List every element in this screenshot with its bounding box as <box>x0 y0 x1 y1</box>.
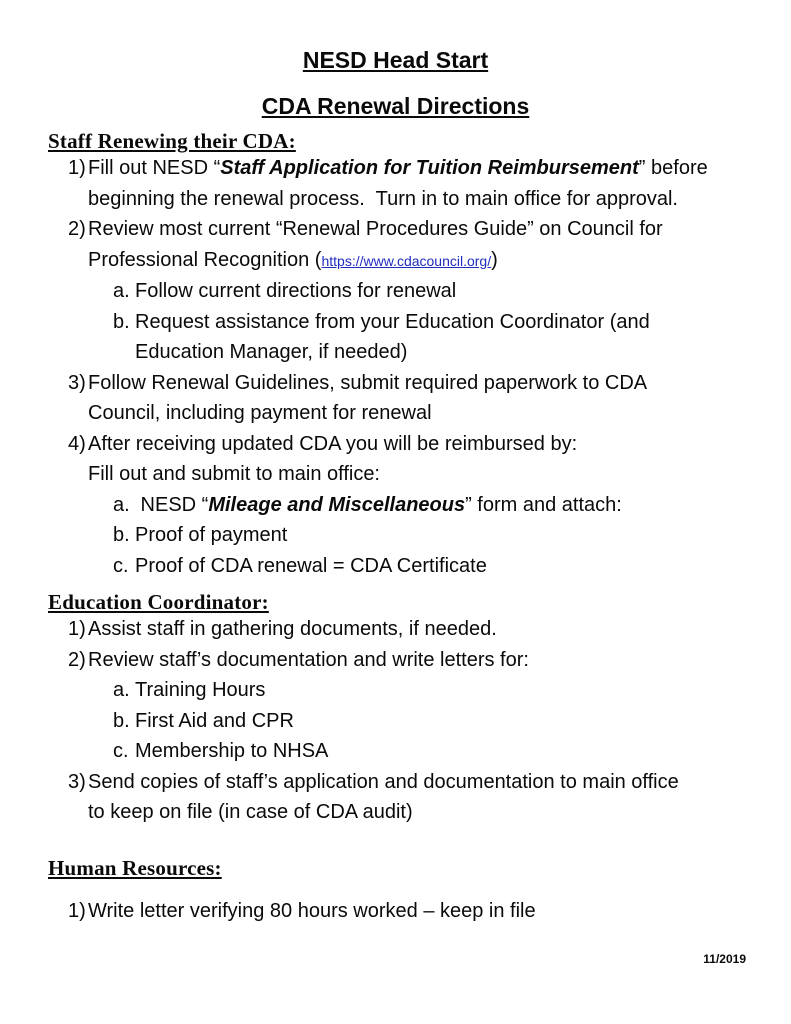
section-heading: Education Coordinator: <box>48 590 269 614</box>
text-run: ” form and attach: <box>465 493 622 516</box>
text-line <box>88 797 791 828</box>
text-run: beginning the renewal process. Turn in to main office for approval. <box>88 187 678 210</box>
text-line <box>135 307 791 338</box>
text-run: Fill out NESD “ <box>88 157 221 179</box>
list-marker: 3) <box>68 371 86 394</box>
text-run: Request assistance from your Education Coordinator (and <box>135 310 650 333</box>
text-run: First Aid and CPR <box>135 709 294 732</box>
list-item <box>68 645 791 676</box>
list-item <box>68 429 791 490</box>
text-run: Review most current “Renewal Procedures Guide” on Council for <box>88 218 663 240</box>
text-run: Professional Recognition ( <box>88 248 322 271</box>
list-marker: a. <box>113 679 130 701</box>
list-marker: a. <box>113 280 130 302</box>
text-line <box>135 490 791 521</box>
sub-list-item <box>113 551 791 582</box>
list-marker: b. <box>113 709 130 732</box>
cdacouncil-link[interactable]: https://www.cdacouncil.org/ <box>321 252 492 269</box>
text-line <box>135 675 791 706</box>
text-run: Follow Renewal Guidelines, submit required paperwork to CDA <box>88 371 648 394</box>
text-line <box>135 520 791 551</box>
sub-list-item <box>113 490 791 521</box>
list-marker: 1) <box>68 618 86 640</box>
text-run: NESD “ <box>135 493 209 516</box>
section-heading: Staff Renewing their CDA: <box>48 129 296 153</box>
text-line <box>88 153 791 184</box>
text-run: ) <box>491 248 498 271</box>
text-run: Education Manager, if needed) <box>135 341 408 363</box>
text-run: Proof of payment <box>135 524 288 546</box>
text-line <box>88 245 791 277</box>
emphasis-text: Mileage and Miscellaneous <box>208 493 466 516</box>
list-marker: b. <box>113 524 130 546</box>
text-line <box>88 368 791 399</box>
text-line <box>88 767 791 798</box>
text-run: Follow current directions for renewal <box>135 280 457 302</box>
text-line <box>88 398 791 429</box>
list-marker: 1) <box>68 157 86 179</box>
list-marker: 2) <box>68 648 86 671</box>
sub-list-item <box>113 307 791 368</box>
revision-date: 11/2019 <box>703 952 746 966</box>
sub-list-item <box>113 276 791 307</box>
text-line <box>135 736 791 767</box>
text-line <box>135 337 791 368</box>
sub-list-item <box>113 520 791 551</box>
list-item <box>68 214 791 276</box>
sub-list-item <box>113 675 791 706</box>
list-item <box>68 368 791 429</box>
text-run: Fill out and submit to main office: <box>88 463 380 485</box>
text-line <box>88 214 791 245</box>
text-run: Proof of CDA renewal = CDA Certificate <box>135 554 487 577</box>
text-run: Send copies of staff’s application and documentation to main office <box>88 770 679 793</box>
list-item <box>68 896 791 927</box>
text-line <box>135 276 791 307</box>
document-subtitle: CDA Renewal Directions <box>261 93 530 119</box>
list-marker: a. <box>113 493 130 516</box>
text-run: Assist staff in gathering documents, if needed. <box>88 618 497 640</box>
text-line <box>88 614 791 645</box>
text-line <box>88 429 791 460</box>
list-marker: 2) <box>68 218 86 240</box>
text-run: Training Hours <box>135 679 266 701</box>
text-run: Write letter verifying 80 hours worked – keep in file <box>88 899 536 922</box>
text-run: ” before <box>638 157 708 179</box>
text-line <box>88 184 791 215</box>
document-body <box>0 129 791 926</box>
list-item <box>68 767 791 828</box>
text-line <box>88 459 791 490</box>
text-line <box>88 645 791 676</box>
list-marker: 1) <box>68 899 86 922</box>
text-run: Membership to NHSA <box>135 740 329 762</box>
list-marker: 3) <box>68 770 86 793</box>
text-run: Review staff’s documentation and write letters for: <box>88 648 529 671</box>
text-run: to keep on file (in case of CDA audit) <box>88 801 413 823</box>
list-item <box>68 153 791 214</box>
text-line <box>135 551 791 582</box>
document-title: NESD Head Start <box>302 47 489 73</box>
sub-list-item <box>113 706 791 737</box>
list-marker: c. <box>113 554 129 577</box>
list-marker: 4) <box>68 432 86 455</box>
sub-list-item <box>113 736 791 767</box>
list-marker: b. <box>113 310 130 333</box>
emphasis-text: Staff Application for Tuition Reimbursement <box>220 157 639 179</box>
list-item <box>68 614 791 645</box>
text-line <box>135 706 791 737</box>
section-heading: Human Resources: <box>48 855 222 880</box>
list-marker: c. <box>113 740 129 762</box>
text-run: Council, including payment for renewal <box>88 402 432 424</box>
text-line <box>88 896 791 927</box>
text-run: After receiving updated CDA you will be reimbursed by: <box>88 432 578 455</box>
